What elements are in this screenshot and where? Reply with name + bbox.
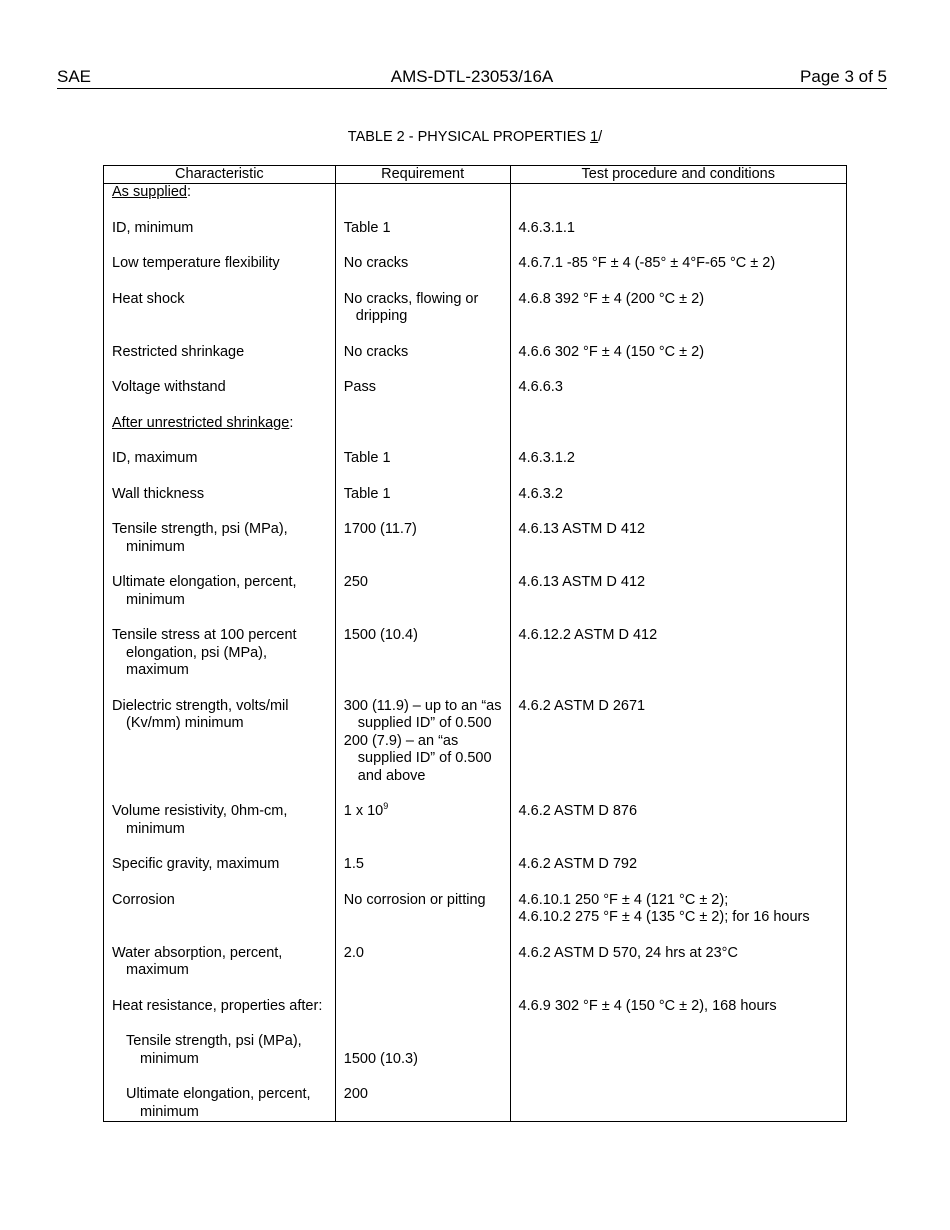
physical-properties-table [103, 165, 847, 1122]
table-row: Ultimate elongation, percent, minimum 200 [104, 1086, 847, 1122]
table-row: Tensile strength, psi (MPa), minimum 1500 (10.3) [104, 1033, 847, 1086]
test-line: 4.6.10.1 250 °F ± 4 (121 °C ± 2); [518, 891, 729, 908]
requirement-line: 300 (11.9) – up to an “as supplied ID” of 0.500 [343, 697, 502, 731]
header-doc-number: AMS-DTL-23053/16A [390, 67, 554, 86]
table-row: Tensile stress at 100 percent elongation, psi (MPa), maximum 1500 (10.4) 4.6.12.2 ASTM D 412 [104, 627, 847, 698]
table-row: ID, maximum Table 1 4.6.3.1.2 [104, 450, 847, 486]
table-row: Water absorption, percent, maximum 2.0 4.6.2 ASTM D 570, 24 hrs at 23°C [104, 945, 847, 998]
requirement-line: 200 (7.9) – an “as supplied ID” of 0.500 and above [343, 732, 492, 784]
page-header [57, 67, 887, 89]
table-row: Tensile strength, psi (MPa), minimum 1700 (11.7) 4.6.13 ASTM D 412 [104, 521, 847, 574]
table-row: ID, minimum Table 1 4.6.3.1.1 [104, 220, 847, 256]
table-row: Wall thickness Table 1 4.6.3.2 [104, 486, 847, 522]
table-row: Dielectric strength, volts/mil (Kv/mm) minimum 300 (11.9) – up to an “as supplied ID” of 0.500 200 (7.9) – an “as supplied ID” of 0.500 and above 4.6.2 ASTM D 2671 [104, 698, 847, 804]
table-row: After unrestricted shrinkage: [104, 415, 847, 451]
table-row: Heat resistance, properties after: 4.6.9 302 °F ± 4 (150 °C ± 2), 168 hours [104, 998, 847, 1034]
table-row: Corrosion No corrosion or pitting 4.6.10.1 250 °F ± 4 (121 °C ± 2); 4.6.10.2 275 °F ± 4 (135 °C ± 2); for 16 hours [104, 892, 847, 945]
table-row: Specific gravity, maximum 1.5 4.6.2 ASTM D 792 [104, 856, 847, 892]
table-header-row [104, 166, 847, 184]
table-row: Heat shock No cracks, flowing or dripping 4.6.8 392 °F ± 4 (200 °C ± 2) [104, 291, 847, 344]
test-line: 4.6.10.2 275 °F ± 4 (135 °C ± 2); for 16 hours [518, 909, 810, 925]
table-row: Ultimate elongation, percent, minimum 250 4.6.13 ASTM D 412 [104, 574, 847, 627]
header-page-number: Page 3 of 5 [800, 67, 887, 86]
column-header: Characteristic [104, 166, 336, 184]
table-row: Voltage withstand Pass 4.6.6.3 [104, 379, 847, 415]
header-org: SAE [57, 67, 92, 86]
column-header: Requirement [335, 166, 510, 184]
table-row: Low temperature flexibility No cracks 4.6.7.1 -85 °F ± 4 (-85° ± 4°F-65 °C ± 2) [104, 255, 847, 291]
exponent: 9 [383, 801, 389, 812]
column-header: Test procedure and conditions [510, 166, 846, 184]
table-title: TABLE 2 - PHYSICAL PROPERTIES 1/ [347, 129, 603, 145]
table-note-ref: 1 [590, 129, 599, 145]
table-row: As supplied: [104, 184, 847, 220]
table-row: Restricted shrinkage No cracks 4.6.6 302 °F ± 4 (150 °C ± 2) [104, 344, 847, 380]
section-heading: After unrestricted shrinkage [112, 414, 290, 431]
section-heading: As supplied [112, 184, 187, 200]
table-row: Volume resistivity, 0hm-cm, minimum 1 x $10^9$ 4.6.2 ASTM D 876 [104, 803, 847, 856]
